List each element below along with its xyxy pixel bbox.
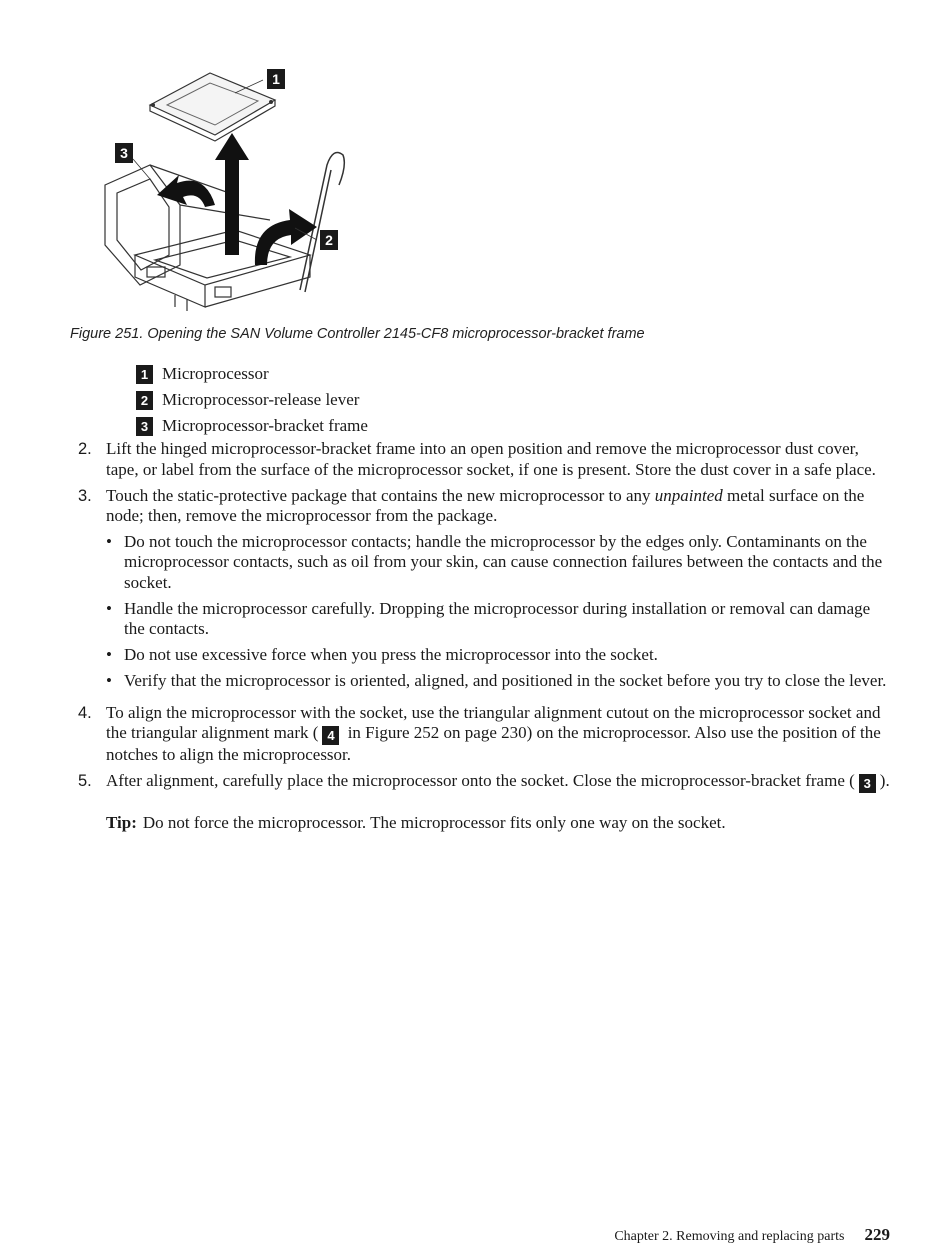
bullet-item [106, 532, 890, 594]
callout-1 [267, 69, 285, 89]
step-body [106, 771, 890, 834]
bullet-icon: • [106, 645, 112, 664]
procedure-steps [78, 439, 890, 839]
lift-arrow [215, 133, 249, 255]
legend-item [136, 413, 368, 439]
callout-badge: 3 [136, 417, 153, 436]
callout-badge: 4 [322, 726, 339, 745]
microprocessor-bracket-illustration [95, 55, 365, 325]
callout-badge: 2 [136, 391, 153, 410]
figure-caption: Figure 251. Opening the SAN Volume Controller 2145-CF8 microprocessor-bracket frame [70, 326, 645, 342]
legend-label: Microprocessor-bracket frame [162, 416, 368, 435]
step-body [106, 486, 890, 698]
bullet-icon: • [106, 531, 112, 551]
figure-legend [136, 361, 368, 439]
callout-badge: 1 [136, 365, 153, 384]
footer-chapter-title: Chapter 2. Removing and replacing parts [614, 1229, 845, 1244]
microprocessor-bracket-figure [95, 55, 365, 325]
bullet-item [106, 645, 890, 666]
motion-arrows [157, 133, 317, 265]
legend-label: Microprocessor-release lever [162, 390, 360, 409]
bullet-icon: • [106, 598, 112, 618]
bullet-text: Do not use excessive force when you press the microprocessor into the socket. [124, 645, 658, 664]
text-run: Touch the static-protective package that contains the new microprocessor to any [106, 485, 655, 505]
bullet-item [106, 671, 890, 692]
text-run: After alignment, carefully place the microprocessor onto the socket. Close the microprocessor-bracket frame ( [106, 771, 855, 790]
callout-badge: 3 [859, 774, 876, 793]
tip-label: Tip: [106, 813, 137, 832]
step-text [106, 486, 890, 527]
socket-base [135, 230, 310, 311]
legend-label: Microprocessor [162, 364, 269, 383]
step-3 [78, 486, 890, 698]
bullet-item [106, 599, 890, 640]
svg-text:1: 1 [272, 71, 280, 87]
step-text [106, 703, 890, 766]
tip-text: Do not force the microprocessor. The microprocessor fits only one way on the socket. [142, 813, 726, 832]
callout-2 [320, 230, 338, 250]
bullet-icon: • [106, 671, 112, 690]
legend-item [136, 387, 368, 413]
legend-item [136, 361, 368, 387]
bullet-text: Verify that the microprocessor is oriented, aligned, and positioned in the socket before you try to close the lever. [124, 671, 887, 690]
text-run: To align the microprocessor with the socket, use the triangular alignment cutout on the microprocessor socket and the triangular alignment mark ( [106, 702, 881, 742]
callout-3 [115, 143, 133, 163]
text-run: metal surface on the node; then, remove the microprocessor from the package. [106, 485, 865, 525]
step-number: 3. [78, 486, 92, 505]
emphasis-text: unpainted [654, 485, 723, 505]
caution-bullets [106, 532, 890, 692]
page-number: 229 [864, 1225, 890, 1244]
svg-text:2: 2 [325, 232, 333, 248]
step-5 [78, 771, 890, 834]
step-number: 4. [78, 703, 92, 722]
page-footer [614, 1225, 890, 1245]
step-number: 2. [78, 440, 92, 458]
tip-note [106, 813, 890, 834]
step-text [106, 771, 890, 793]
step-2 [78, 439, 890, 480]
svg-text:3: 3 [120, 145, 128, 161]
bullet-text: Do not touch the microprocessor contacts; handle the microprocessor by the edges only. Contaminants on the microprocessor contacts, such as oil from your skin, can cause connection failures between the contacts and the socket. [124, 531, 883, 592]
step-number: 5. [78, 772, 92, 790]
text-run: in Figure 252 on page 230) on the microprocessor. Also use the position of the notches to align the microprocessor. [106, 723, 881, 764]
step-text: Lift the hinged microprocessor-bracket frame into an open position and remove the microprocessor dust cover, tape, or label from the surface of the microprocessor socket, if one is present. Store the dust cover in a safe place. [106, 439, 876, 479]
step-4 [78, 703, 890, 766]
text-run: ). [879, 771, 890, 790]
bullet-text: Handle the microprocessor carefully. Dropping the microprocessor during installation or removal can damage the contacts. [124, 598, 871, 638]
